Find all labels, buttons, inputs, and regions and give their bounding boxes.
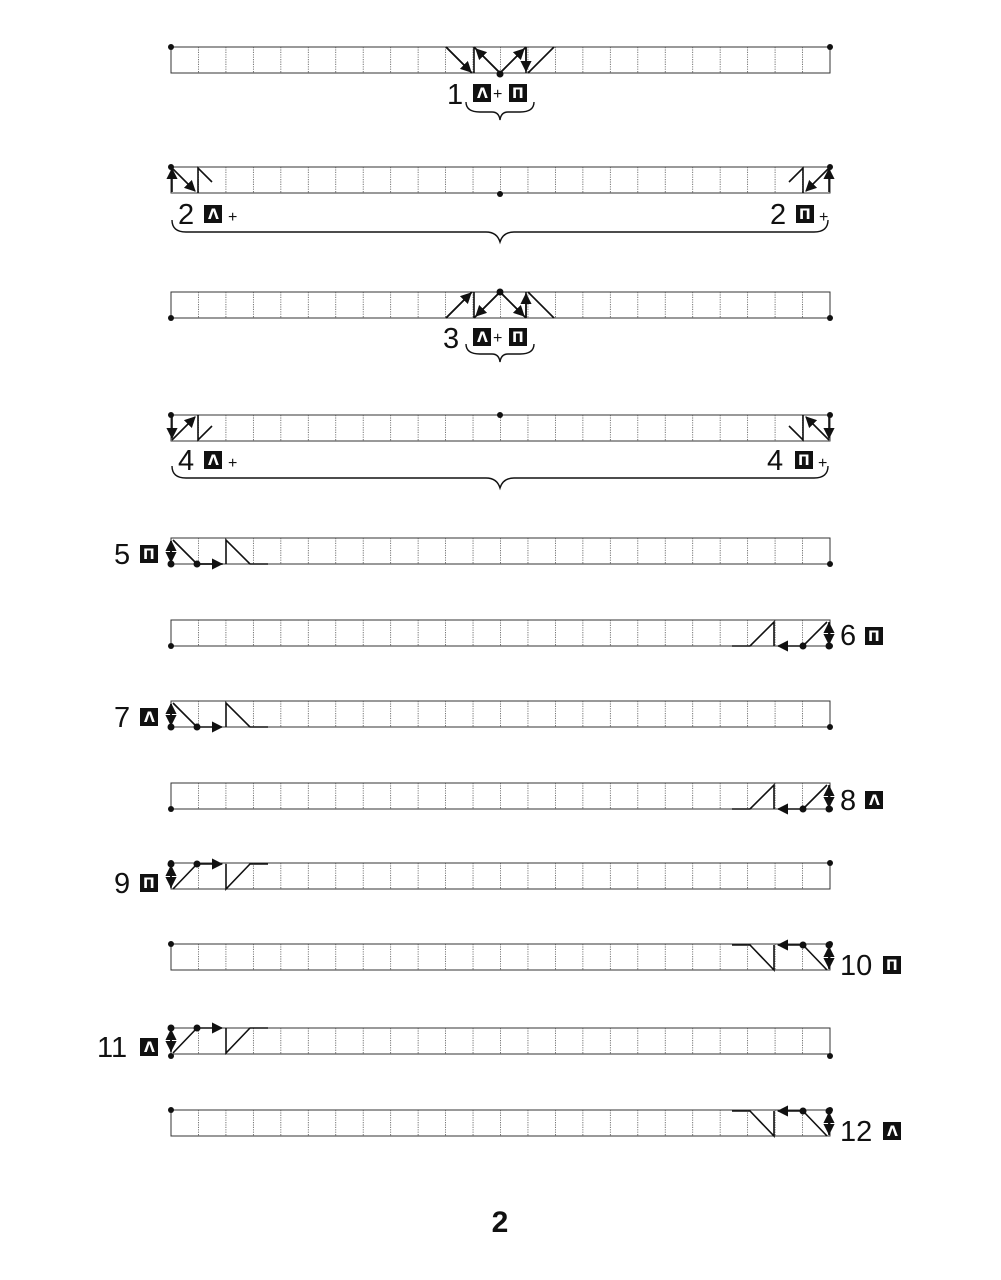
strip-3 xyxy=(168,292,833,321)
svg-text:Π: Π xyxy=(799,207,811,223)
label-2-right: 2 xyxy=(770,199,787,231)
label-5: 5 xyxy=(114,539,131,571)
endpoint-dot xyxy=(168,1107,174,1113)
pattern-12 xyxy=(732,1108,901,1149)
label-8: 8 xyxy=(840,785,857,817)
strip-8 xyxy=(168,783,833,812)
plus-1: + xyxy=(493,86,503,103)
svg-text:Λ: Λ xyxy=(477,86,488,102)
endpoint-dot xyxy=(168,806,174,812)
strip-7 xyxy=(168,701,833,730)
symbol-a-icon xyxy=(140,1038,158,1056)
svg-text:Π: Π xyxy=(512,330,524,346)
label-3: 3 xyxy=(443,323,460,355)
svg-text:Λ: Λ xyxy=(208,207,219,223)
plus-2-right: + xyxy=(819,209,829,226)
pattern-8 xyxy=(732,785,883,817)
pattern-9 xyxy=(114,861,268,901)
svg-text:Λ: Λ xyxy=(869,793,880,809)
strip-6 xyxy=(168,620,833,649)
brace-1 xyxy=(466,102,534,120)
symbol-a-icon xyxy=(865,791,883,809)
symbol-p-icon xyxy=(140,545,158,563)
plus-2-left: + xyxy=(228,209,238,226)
svg-text:Π: Π xyxy=(798,453,810,469)
pattern-1 xyxy=(446,47,554,120)
symbol-a-icon xyxy=(883,1122,901,1140)
symbol-p-icon xyxy=(883,956,901,974)
pattern-11 xyxy=(97,1025,268,1065)
endpoint-dot xyxy=(168,1053,174,1059)
symbol-a-icon xyxy=(473,328,491,346)
plus-4-right: + xyxy=(818,455,828,472)
page-number: 2 xyxy=(491,1206,509,1239)
svg-text:Π: Π xyxy=(868,629,880,645)
strip-5 xyxy=(168,538,833,567)
symbol-p-icon xyxy=(509,84,527,102)
endpoint-dot xyxy=(827,412,833,418)
strip-11 xyxy=(168,1028,833,1059)
svg-text:Λ: Λ xyxy=(887,1124,898,1140)
symbol-p-icon xyxy=(796,205,814,223)
svg-text:Λ: Λ xyxy=(208,453,219,469)
label-11: 11 xyxy=(97,1032,128,1064)
svg-text:Π: Π xyxy=(143,876,155,892)
endpoint-dot xyxy=(168,44,174,50)
svg-text:Λ: Λ xyxy=(477,330,488,346)
symbol-a-icon xyxy=(204,205,222,223)
label-7: 7 xyxy=(114,702,131,734)
label-12: 12 xyxy=(840,1116,873,1148)
endpoint-dot xyxy=(827,561,833,567)
plus-4-left: + xyxy=(228,455,238,472)
strip-2 xyxy=(168,164,833,193)
endpoint-dot xyxy=(168,643,174,649)
label-10: 10 xyxy=(840,950,873,982)
symbol-a-icon xyxy=(473,84,491,102)
brace-4 xyxy=(172,466,828,488)
label-1: 1 xyxy=(447,79,464,111)
pattern-3 xyxy=(443,289,554,363)
label-4-right: 4 xyxy=(767,445,784,477)
pattern-10 xyxy=(732,942,901,983)
symbol-p-icon xyxy=(795,451,813,469)
svg-text:Π: Π xyxy=(886,958,898,974)
endpoint-dot xyxy=(168,315,174,321)
svg-text:Π: Π xyxy=(143,547,155,563)
symbol-p-icon xyxy=(140,874,158,892)
symbol-p-icon xyxy=(509,328,527,346)
endpoint-dot xyxy=(168,941,174,947)
plus-3: + xyxy=(493,330,503,347)
pattern-7 xyxy=(114,702,268,734)
endpoint-dot xyxy=(827,44,833,50)
symbol-a-icon xyxy=(140,708,158,726)
svg-text:Λ: Λ xyxy=(144,1040,155,1056)
label-6: 6 xyxy=(840,620,857,652)
symbol-a-icon xyxy=(204,451,222,469)
label-2-left: 2 xyxy=(178,199,195,231)
brace-2 xyxy=(172,220,828,242)
label-9: 9 xyxy=(114,868,131,900)
strip-1 xyxy=(168,44,833,73)
pattern-6 xyxy=(732,620,883,652)
symbol-p-icon xyxy=(865,627,883,645)
svg-text:Λ: Λ xyxy=(144,710,155,726)
endpoint-dot xyxy=(827,860,833,866)
pattern-5 xyxy=(114,539,268,571)
endpoint-dot xyxy=(827,315,833,321)
endpoint-dot xyxy=(827,724,833,730)
endpoint-dot xyxy=(827,1053,833,1059)
svg-text:Π: Π xyxy=(512,86,524,102)
label-4-left: 4 xyxy=(178,445,195,477)
endpoint-dot xyxy=(168,412,174,418)
strips-layer xyxy=(168,44,833,1136)
